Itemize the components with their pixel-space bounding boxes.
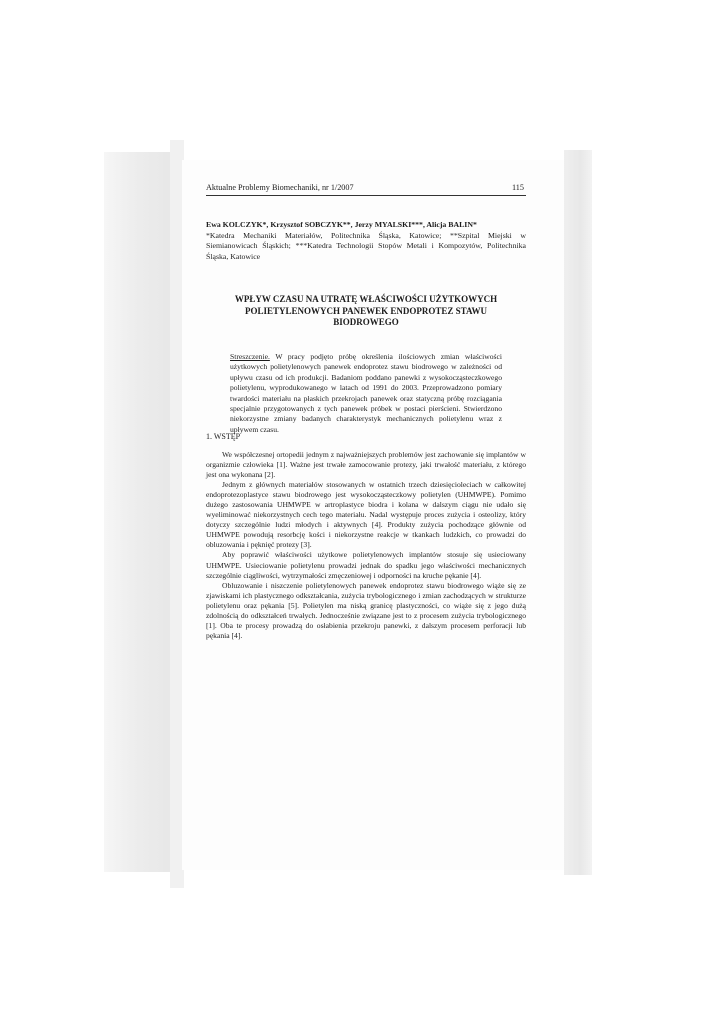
title-line-1: WPŁYW CZASU NA UTRATĘ WŁAŚCIWOŚCI UŻYTKOWYCH — [234, 294, 498, 304]
author-block — [206, 220, 526, 262]
header-divider — [206, 195, 526, 196]
title-line-2: POLIETYLENOWYCH PANEWEK ENDOPROTEZ STAWU — [245, 305, 487, 316]
author-names: Ewa KOLCZYK*, Krzysztof SOBCZYK**, Jerzy MYALSKI***, Alicja BALIN* — [206, 220, 477, 229]
section-heading: 1. WSTĘP — [206, 432, 241, 441]
paragraph: Jednym z głównych materiałów stosowanych w ostatnich trzech dziesięcioleciach w całkowitej endoprotezoplastyce stawu biodrowego jest wysokocząsteczkowy polietylen (UHMWPE). Pomimo dużego zastosowania UHMWPE w artroplastyce biodra i kolana w dalszym ciągu nie udało się wyeliminować niekorzystnych cech tego materiału. Nadal występuje proces zużycia i osteolizy, który dotyczy szczególnie ludzi młodych i aktywnych [4]. Produkty zużycia pochodzące głównie od UHMWPE powodują resorbcję kości i niekorzystne reakcje w tkankach ludzkich, co prowadzi do obluzowania i pęknięć protezy [3]. — [206, 480, 526, 550]
title-line-3: BIODROWEGO — [333, 317, 399, 327]
author-affiliations: *Katedra Mechaniki Materiałów, Politechnika Śląska, Katowice; **Szpital Miejski w Siemianowicach Śląskich; ***Katedra Technologii Stopów Metali i Kompozytów, Politechnika Śląska, Katowice — [206, 230, 526, 261]
page-number: 115 — [512, 183, 524, 192]
paragraph: Aby poprawić właściwości użytkowe polietylenowych implantów stosuje się usieciowany UHMWPE. Usieciowanie polietylenu prowadzi jednak do spadku jego właściwości mechanicznych szczególnie ciągliwości, wytrzymałości zmęczeniowej i odporności na kruche pękanie [4]. — [206, 550, 526, 580]
abstract — [230, 352, 502, 435]
paragraph: We współczesnej ortopedii jednym z najważniejszych problemów jest zachowanie się implantów w organizmie człowieka [1]. Ważne jest trwałe zamocowanie protezy, jaki trwałość materiału, z którego jest ona wykonana [2]. — [206, 450, 526, 480]
journal-header: Aktualne Problemy Biomechaniki, nr 1/2007 — [206, 183, 354, 192]
scanner-shadow-right — [564, 150, 592, 875]
abstract-label: Streszczenie. — [230, 352, 270, 361]
paper-title — [206, 294, 526, 329]
paragraph: Obluzowanie i niszczenie polietylenowych panewek endoprotez stawu biodrowego wiąże się ze zjawiskami ich plastycznego odkształcania, zużycia trybologicznego i zmian zachodzących w strukturze polietylenu oraz pękania [5]. Polietylen ma niską granicę plastyczności, co wiąże się z jego dużą zdolnością do odkształceń trwałych. Jednocześnie związane jest to z procesem zużycia trybologicznego [1]. Oba te procesy prowadzą do osłabienia przekroju panewki, z dalszym procesem perforacji lub pękania [4]. — [206, 580, 526, 640]
body-text — [206, 450, 526, 641]
abstract-text: W pracy podjęto próbę określenia ilościowych zmian właściwości użytkowych polietylenowych panewek endoprotez stawu biodrowego w zależności od upływu czasu od ich produkcji. Badaniom poddano panewki z wysokocząsteczkowego polietylenu, wyprodukowanego w latach od 1991 do 2003. Przeprowadzono pomiary twardości materiału na płaskich przekrojach panewek oraz statyczną próbę rozciągania specjalnie przygotowanych z tych panewek próbek w postaci pierścieni. Stwierdzono niekorzystne zmiany badanych charakterystyk mechanicznych polietylenu wraz z upływem czasu. — [230, 352, 502, 434]
